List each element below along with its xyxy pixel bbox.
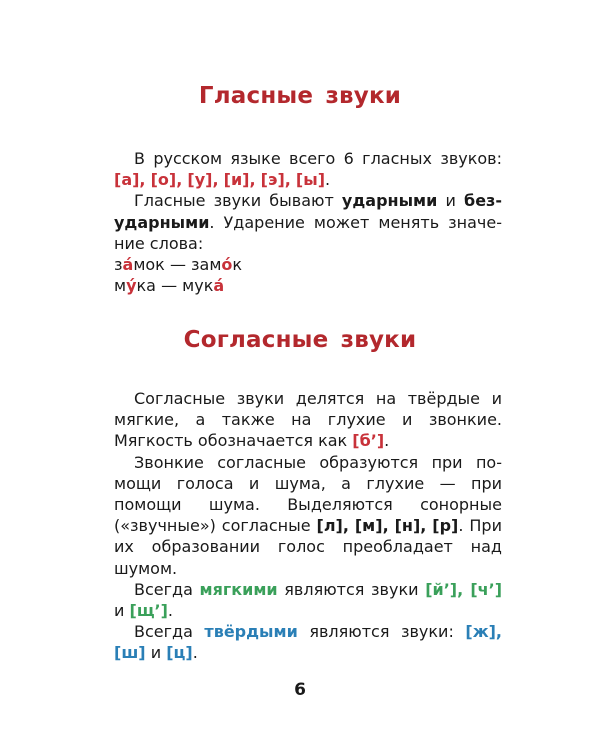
vowel-sound: [ы]: [295, 170, 326, 190]
sonorant-sound: [м],: [354, 516, 389, 536]
hard-sounds: [ж],: [465, 622, 502, 642]
consonants-paragraph-4: Всегда твёрдыми являются звуки: [ж], [ш] и [ц].: [114, 622, 502, 663]
stress-pair-2: му́ка — мука́: [114, 276, 225, 296]
hard-term: твёрдыми: [204, 622, 298, 642]
vowels-paragraph-2: Гласные звуки бывают ударными и без-ударными. Ударение может менять значе-ние слова:: [114, 191, 502, 253]
sonorant-sound: [р]: [432, 516, 459, 536]
vowel-sound: [у],: [187, 170, 219, 190]
sonorant-sound: [н],: [394, 516, 427, 536]
stressed-term: ударными: [341, 191, 438, 211]
vowel-sound: [а],: [114, 170, 146, 190]
hard-sounds: [ш]: [114, 643, 146, 663]
hard-sounds: [ц]: [166, 643, 193, 663]
unstressed-term: без-ударными: [114, 191, 502, 232]
consonants-paragraph-1: Согласные звуки делятся на твёрдые и мягкие, а также на глухие и звонкие. Мягкость обозначается как [б’].: [114, 389, 502, 451]
soft-mark: [б’]: [352, 431, 385, 451]
soft-term: мягкими: [199, 579, 278, 599]
consonants-text-block: [114, 388, 502, 664]
section-title-vowels: Гласные звуки: [198, 83, 402, 109]
vowels-paragraph-1: В русском языке всего 6 гласных звуков: [а], [о], [у], [и], [э], [ы].: [114, 149, 502, 190]
consonants-paragraph-3: Всегда мягкими являются звуки [й’], [ч’] и [щ’].: [114, 579, 503, 621]
stress-pair-1: за́мок — замо́к: [114, 255, 243, 275]
vowel-sound: [э],: [260, 170, 291, 190]
vowels-text-block: [114, 148, 502, 296]
consonants-paragraph-2: Звонкие согласные образуются при по-мощи голоса и шума, а глухие — при помощи шума. Выделяются сонорные («звучные») согласные [л], [м], [н], [р]. При их образовании голос преобладает над шумом.: [114, 452, 502, 578]
vowel-sound: [и],: [223, 170, 256, 190]
vowel-sound: [о],: [150, 170, 183, 190]
sonorant-sound: [л],: [316, 516, 349, 536]
page-number: 6: [294, 680, 306, 700]
section-title-consonants: Согласные звуки: [183, 327, 417, 353]
soft-sounds: [щ’]: [129, 601, 168, 621]
soft-sounds: [й’], [ч’]: [425, 579, 503, 599]
